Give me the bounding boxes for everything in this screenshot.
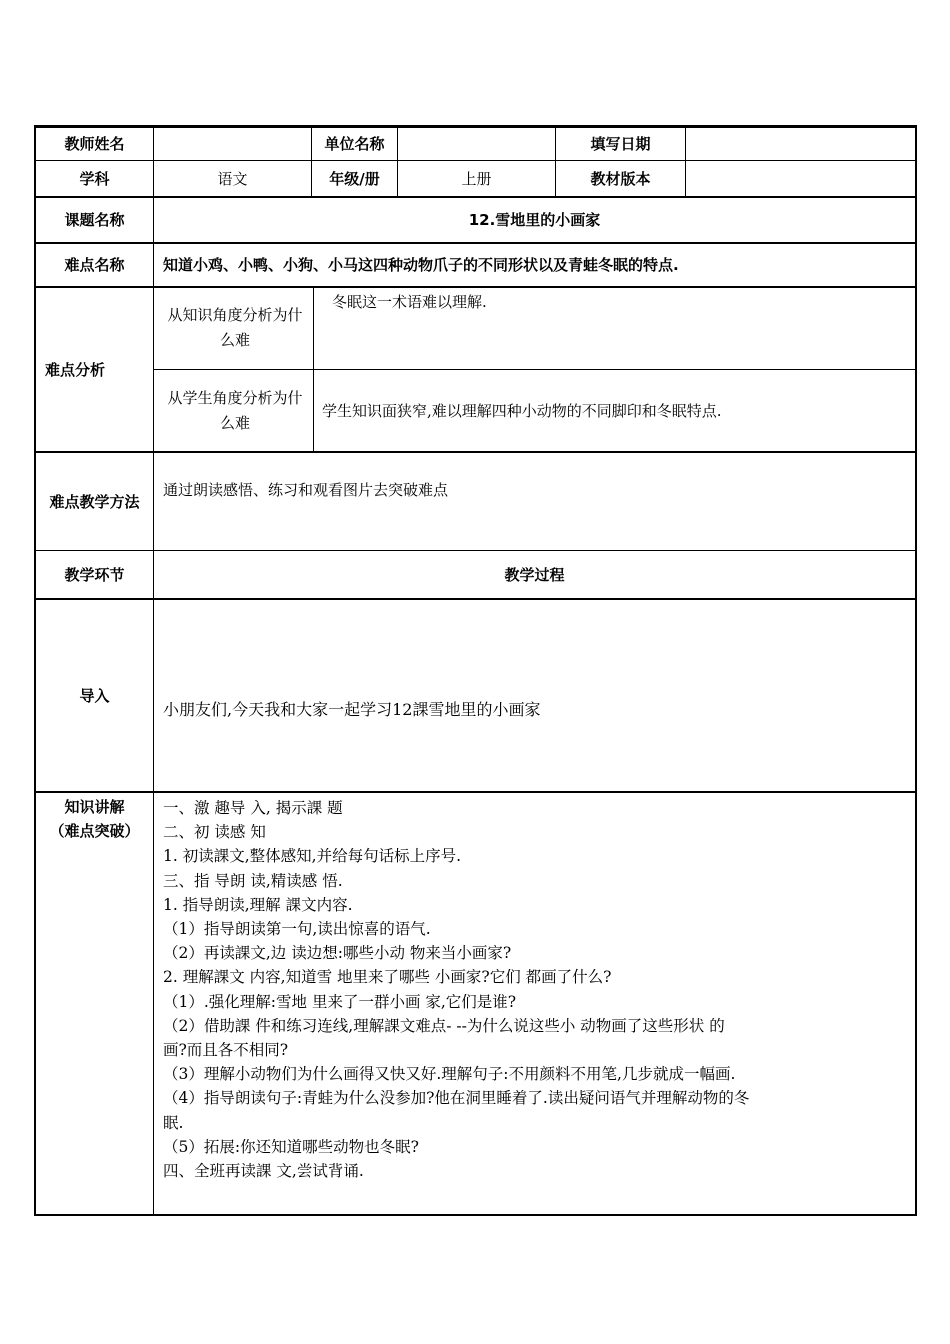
col-line [313, 287, 314, 452]
intro-label: 导入 [79, 687, 110, 705]
fill-date-label: 填写日期 [590, 135, 651, 153]
difficulty-label: 难点名称 [64, 256, 125, 274]
knowledge-line: （1）.强化理解:雪地 里来了一群小画 家,它们是谁? [163, 992, 517, 1011]
method-value: 通过朗读感悟、练习和观看图片去突破难点 [163, 481, 449, 499]
student-angle-value: 学生知识面狭窄,难以理解四种小动物的不同脚印和冬眠特点. [322, 401, 722, 420]
fill-date-value [686, 128, 915, 160]
grade-value: 上册 [461, 169, 492, 188]
knowledge-line: 一、激 趣导 入, 揭示課 题 [163, 799, 343, 817]
student-angle-label: 从学生角度分析为什么难 [167, 389, 303, 432]
row-line [34, 791, 917, 793]
teacher-name-value [154, 128, 311, 160]
col-line [153, 125, 154, 1216]
knowledge-line: 画?而且各不相同? [163, 1041, 289, 1060]
unit-name-value [398, 128, 555, 160]
knowledge-line: 1. 指导朗读,理解 課文内容. [163, 895, 353, 914]
knowledge-line: 三、指 导朗 读,精读感 悟. [163, 871, 343, 890]
row-line [34, 598, 917, 600]
table-border-bottom [34, 1214, 917, 1216]
textbook-label: 教材版本 [590, 169, 651, 188]
method-label: 难点教学方法 [49, 492, 140, 511]
knowledge-line: 二、初 读感 知 [163, 823, 266, 842]
topic-label: 课题名称 [64, 211, 125, 229]
knowledge-angle-value: 冬眠这一术语难以理解. [332, 293, 487, 311]
row-line [34, 451, 917, 453]
unit-name-label: 单位名称 [324, 135, 385, 153]
knowledge-label-line1: 知识讲解 [64, 798, 125, 816]
analysis-label: 难点分析 [45, 360, 106, 379]
stage-header: 教学环节 [64, 565, 125, 584]
knowledge-line: （2）借助課 件和练习连线,理解課文难点- --为什么说这些小 动物画了这些形状 的 [163, 1016, 725, 1035]
textbook-value [686, 161, 915, 196]
knowledge-line: （5）拓展:你还知道哪些动物也冬眠? [163, 1137, 419, 1156]
knowledge-line: （3）理解小动物们为什么画得又快又好.理解句子:不用颜料不用笔,几步就成一幅画. [163, 1065, 736, 1084]
knowledge-line: 1. 初读課文,整体感知,并给每句话标上序号. [163, 847, 461, 866]
teacher-name-label: 教师姓名 [64, 135, 125, 153]
process-header: 教学过程 [504, 565, 565, 584]
knowledge-line: 2. 理解課文 内容,知道雪 地里来了哪些 小画家?它们 都画了什么? [163, 968, 612, 987]
table-border-right [915, 125, 917, 1216]
subject-value: 语文 [217, 169, 248, 188]
knowledge-line: 四、全班再读課 文,尝试背诵. [163, 1162, 364, 1181]
knowledge-angle-label: 从知识角度分析为什么难 [167, 306, 303, 349]
difficulty-value: 知道小鸡、小鸭、小狗、小马这四种动物爪子的不同形状以及青蛙冬眠的特点. [163, 256, 679, 274]
intro-value: 小朋友们,今天我和大家一起学习12課雪地里的小画家 [163, 700, 541, 719]
knowledge-content [163, 796, 908, 1183]
knowledge-line: （2）再读課文,边 读边想:哪些小动 物来当小画家? [163, 944, 512, 963]
knowledge-line: （4）指导朗读句子:青蛙为什么没参加?他在洞里睡着了.读出疑问语气并理解动物的冬 [163, 1089, 750, 1108]
knowledge-line: 眠. [163, 1113, 184, 1132]
subject-label: 学科 [79, 169, 110, 188]
knowledge-label-line2: （难点突破） [49, 822, 140, 840]
row-line [34, 286, 917, 288]
knowledge-line: （1）指导朗读第一句,读出惊喜的语气. [163, 920, 431, 939]
grade-label: 年级/册 [329, 169, 380, 188]
topic-value: 12.雪地里的小画家 [468, 211, 601, 229]
